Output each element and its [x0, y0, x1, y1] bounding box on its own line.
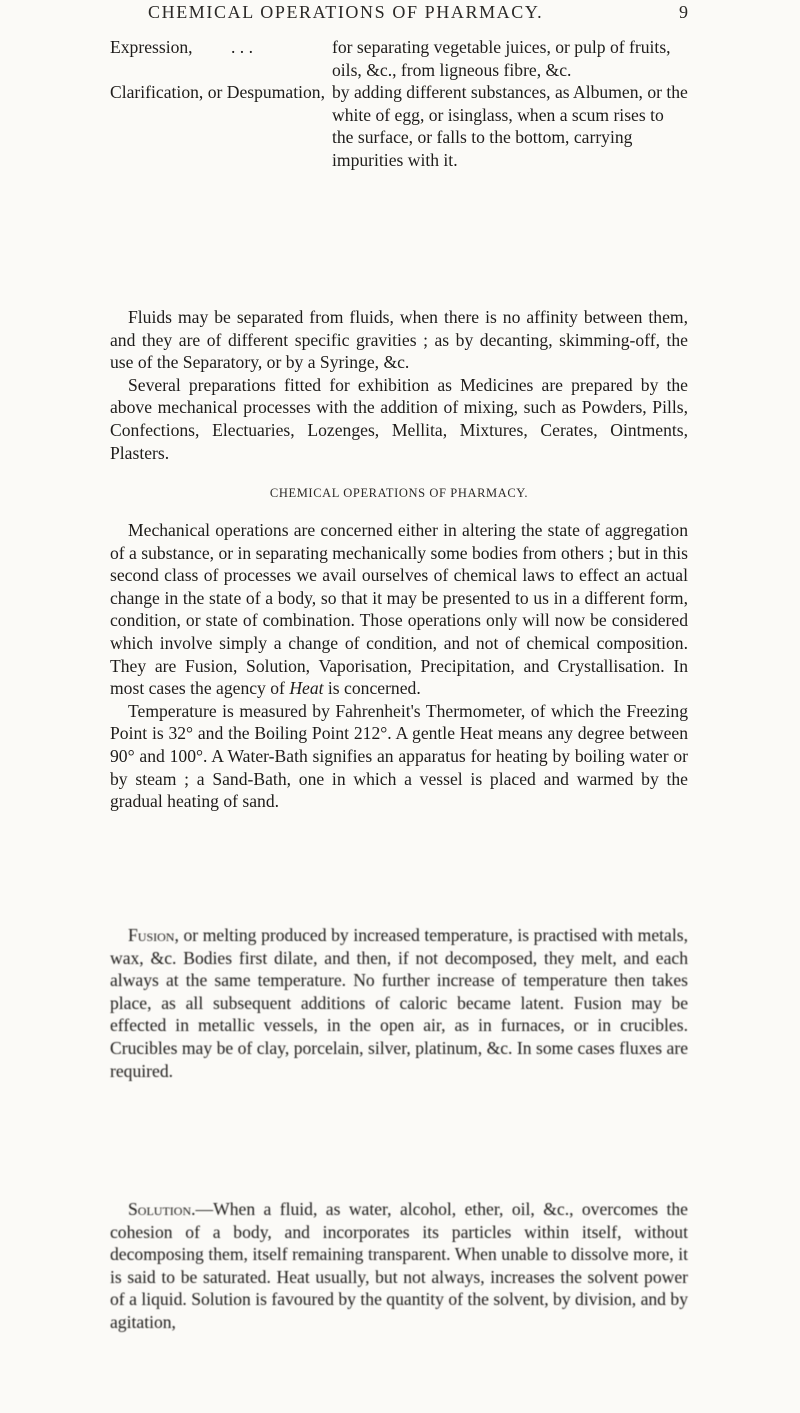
definition-term	[110, 81, 325, 171]
paragraph-temperature: Temperature is measured by Fahrenheit's Thermometer, of which the Freezing Point is 32° and the Boiling Point 212°. A gentle Heat means any degree between 90° and 100°. A Water-Bath signifies an apparatus for heating by boiling water or by steam ; a Sand-Bath, one in which a vessel is placed and warmed by the gradual heating of sand.	[110, 700, 688, 812]
solution-text: —When a fluid, as water, alcohol, ether, oil, &c., overcomes the cohesion of a body, and incorporates its particles within itself, without decomposing them, itself remaining transparent. When unable to dissolve more, it is said to be saturated. Heat usually, but not always, increases the solvent power of a liquid. Solution is favoured by the quantity of the solvent, by division, and by agitation,	[110, 1199, 688, 1332]
term-label: Expression,	[110, 37, 193, 57]
definition-text: for separating vegetable juices, or pulp of fruits, oils, &c., from ligneous fibre, &c.	[332, 37, 671, 80]
dot-leader: . . .	[231, 37, 253, 57]
definition-list	[110, 36, 688, 172]
paragraph-mechanical-operations	[110, 519, 688, 700]
page-number: 9	[679, 2, 688, 22]
paragraph-fusion	[110, 924, 688, 1082]
paragraph-fluids: Fluids may be separated from fluids, when there is no affinity between them, and they are of different specific gravities ; as by decanting, skimming-off, the use of the Separatory, or by a Syringe, &c.	[110, 307, 688, 373]
paragraph-fusion-wrapper	[110, 924, 688, 1082]
mechanical-text-end: is concerned.	[327, 678, 421, 699]
heat-emphasis: Heat	[289, 678, 324, 699]
running-title: CHEMICAL OPERATIONS OF PHARMACY.	[148, 2, 544, 22]
solution-lead-term: Solution.	[128, 1199, 196, 1219]
definition-row-clarification	[110, 81, 688, 171]
paragraph-group-chemical	[110, 519, 688, 813]
definition-row-expression	[110, 36, 688, 81]
fusion-lead-term: Fusion,	[128, 925, 179, 945]
paragraph-group-mechanical	[110, 306, 688, 464]
fusion-text: or melting produced by increased temperature, is practised with metals, wax, &c. Bodies first dilate, and then, if not decomposed, they melt, and each always at the same temperature. No further increase of temperature then takes place, as all subsequent additions of caloric became latent. Fusion may be effected in metallic vessels, in the open air, as in furnaces, or in crucibles. Crucibles may be of clay, porcelain, silver, platinum, &c. In some cases fluxes are required.	[110, 925, 688, 1081]
paragraph-solution	[110, 1198, 688, 1334]
term-label: Clarification, or Despumation,	[110, 82, 325, 103]
definition-text: by adding different substances, as Albumen, or the white of egg, or isinglass, when a scum rises to the surface, or falls to the bottom, carrying impurities with it.	[332, 82, 688, 170]
paragraph-solution-wrapper	[110, 1198, 688, 1334]
running-head	[110, 2, 688, 26]
section-heading: CHEMICAL OPERATIONS OF PHARMACY.	[269, 486, 529, 500]
definition-term	[110, 36, 300, 81]
mechanical-text-start: Mechanical operations are concerned either in altering the state of aggregation of a substance, or in separating mechanically some bodies from others ; but in this second class of processes we avail ourselves of chemical laws to effect an actual change in the state of a body, so that it may be presented to us in a different form, condition, or state of combination. Those operations only will now be considered which involve simply a change of condition, and not of chemical composition. They are Fusion, Solution, Vaporisation, Precipitation, and Crystallisation. In most cases the agency of	[110, 520, 689, 699]
paragraph-preparations: Several preparations fitted for exhibition as Medicines are prepared by the above mechanical processes with the addition of mixing, such as Powders, Pills, Confections, Electuaries, Lozenges, Mellita, Mixtures, Cerates, Ointments, Plasters.	[110, 374, 688, 463]
